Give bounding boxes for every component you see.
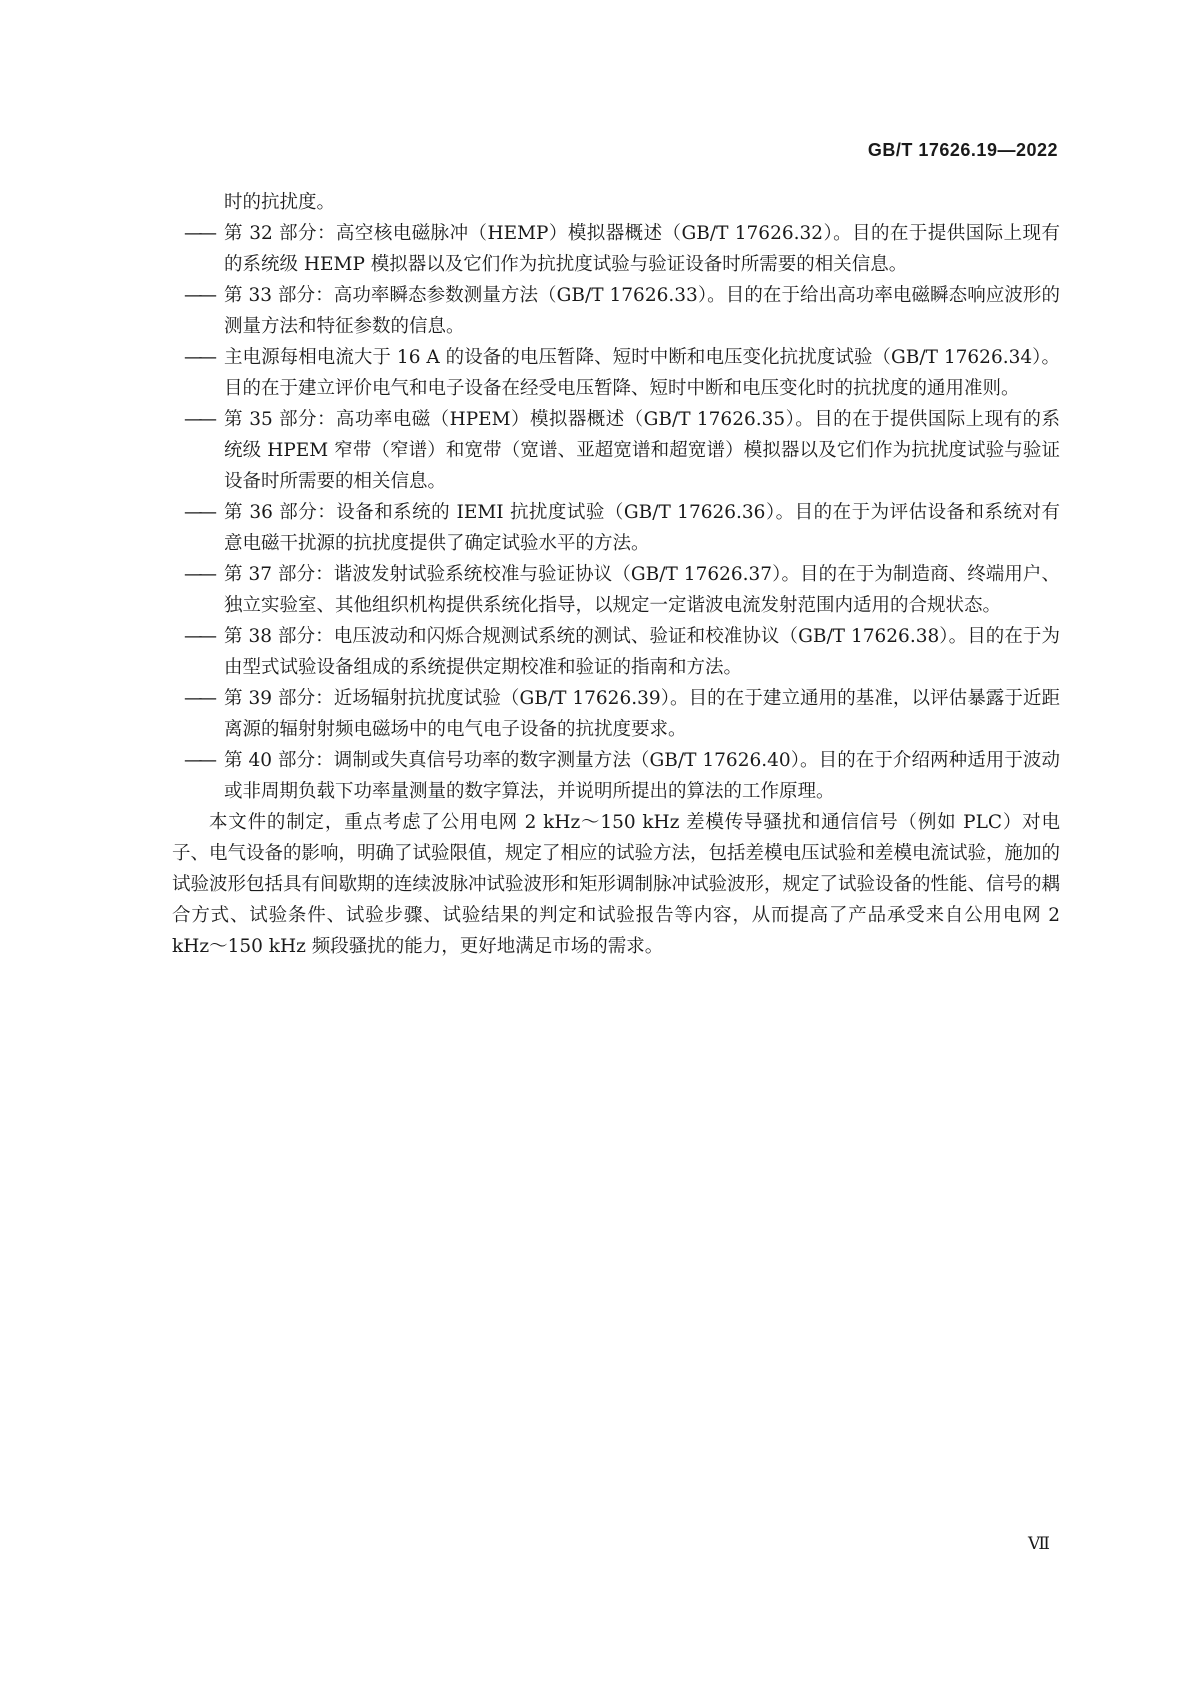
list-item-part-37 [172,559,1060,621]
list-item-text: 第 37 部分：谐波发射试验系统校准与验证协议（GB/T 17626.37）。目的在于为制造商、终端用户、独立实验室、其他组织机构提供系统化指导，以规定一定谐波电流发射范围内适用的合规状态。 [224,564,1060,616]
document-body [172,187,1060,962]
dash-marker: —— [184,564,213,585]
list-item-part-32 [172,218,1060,280]
list-item-text: 第 39 部分：近场辐射抗扰度试验（GB/T 17626.39）。目的在于建立通用的基准，以评估暴露于近距离源的辐射射频电磁场中的电气电子设备的抗扰度要求。 [224,688,1060,740]
dash-marker: —— [184,409,213,430]
body-paragraph: 本文件的制定，重点考虑了公用电网 2 kHz～150 kHz 差模传导骚扰和通信信号（例如 PLC）对电子、电气设备的影响，明确了试验限值，规定了相应的试验方法，包括差模电压试验和差模电流试验，施加的试验波形包括具有间歇期的连续波脉冲试验波形和矩形调制脉冲试验波形，规定了试验设备的性能、信号的耦合方式、试验条件、试验步骤、试验结果的判定和试验报告等内容，从而提高了产品承受来自公用电网 2 kHz～150 kHz 频段骚扰的能力，更好地满足市场的需求。 [172,812,1061,957]
list-item-text: 第 35 部分：高功率电磁（HPEM）模拟器概述（GB/T 17626.35）。目的在于提供国际上现有的系统级 HPEM 窄带（窄谱）和宽带（宽谱、亚超宽谱和超宽谱）模拟器以及它们作为抗扰度试验与验证设备时所需要的相关信息。 [224,409,1060,492]
list-item-text: 第 32 部分：高空核电磁脉冲（HEMP）模拟器概述（GB/T 17626.32）。目的在于提供国际上现有的系统级 HEMP 模拟器以及它们作为抗扰度试验与验证设备时所需要的相关信息。 [224,223,1060,275]
list-item-part-33 [172,280,1060,342]
list-item-text: 第 40 部分：调制或失真信号功率的数字测量方法（GB/T 17626.40）。目的在于介绍两种适用于波动或非周期负载下功率量测量的数字算法，并说明所提出的算法的工作原理。 [224,750,1060,802]
dash-marker: —— [184,750,213,771]
continuation-text: 时的抗扰度。 [224,192,336,213]
list-item-part-40 [172,745,1060,807]
list-item-text: 主电源每相电流大于 16 A 的设备的电压暂降、短时中断和电压变化抗扰度试验（GB/T 17626.34）。目的在于建立评价电气和电子设备在经受电压暂降、短时中断和电压变化时的抗扰度的通用准则。 [224,347,1060,399]
list-item-part-39 [172,683,1060,745]
dash-marker: —— [184,285,213,306]
list-item-part-38 [172,621,1060,683]
list-item-part-35 [172,404,1060,497]
dash-marker: —— [184,347,213,368]
page-number: Ⅶ [1028,1534,1050,1553]
dash-marker: —— [184,626,213,647]
standard-code-header: GB/T 17626.19—2022 [867,140,1058,160]
list-item-part-34 [172,342,1060,404]
dash-marker: —— [184,502,213,523]
list-item-text: 第 33 部分：高功率瞬态参数测量方法（GB/T 17626.33）。目的在于给出高功率电磁瞬态响应波形的测量方法和特征参数的信息。 [224,285,1060,337]
dash-marker: —— [184,688,213,709]
list-item-text: 第 36 部分：设备和系统的 IEMI 抗扰度试验（GB/T 17626.36）。目的在于为评估设备和系统对有意电磁干扰源的抗扰度提供了确定试验水平的方法。 [224,502,1060,554]
dash-marker: —— [184,223,213,244]
list-item-text: 第 38 部分：电压波动和闪烁合规测试系统的测试、验证和校准协议（GB/T 17626.38）。目的在于为由型式试验设备组成的系统提供定期校准和验证的指南和方法。 [224,626,1060,678]
list-item-part-36 [172,497,1060,559]
